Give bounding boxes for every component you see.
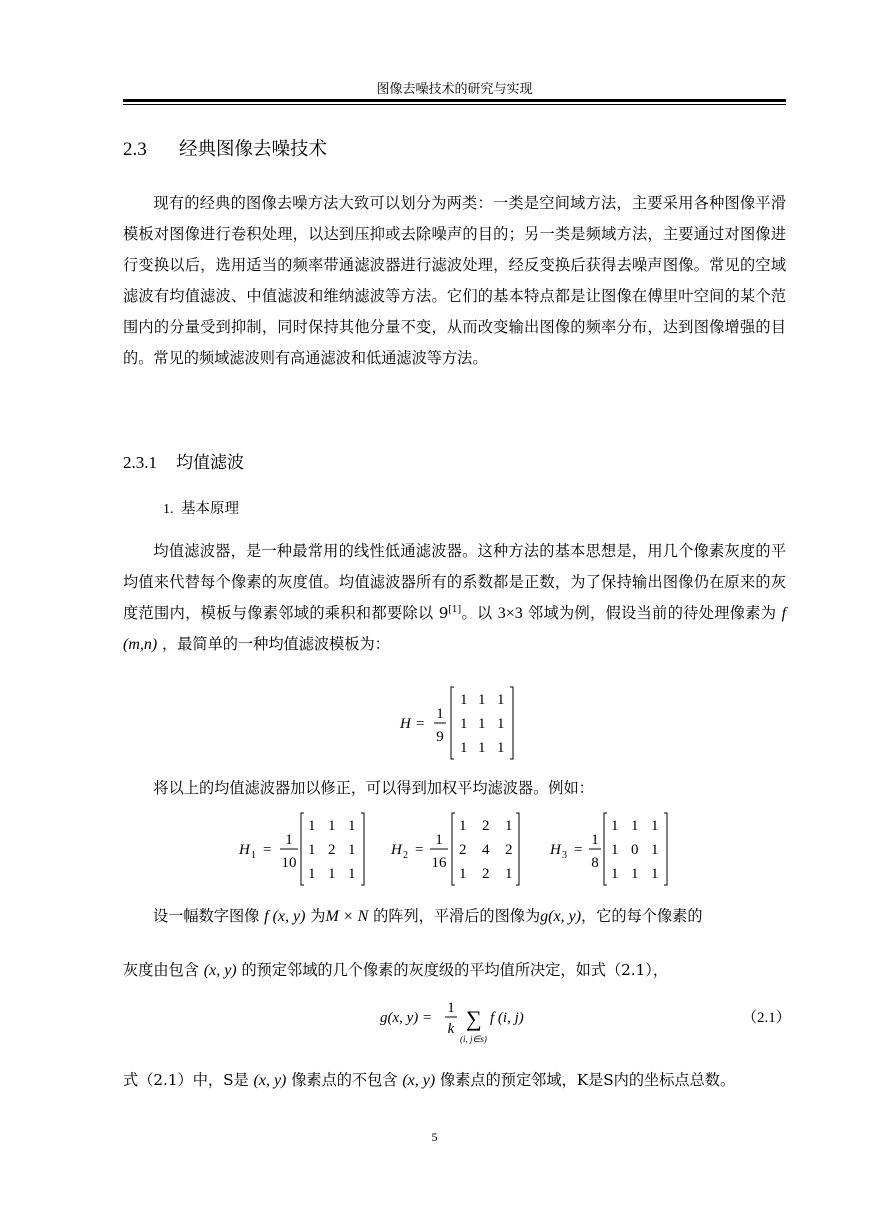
image-definition-line-1 xyxy=(153,906,703,927)
subsection-number: 2.3.1 xyxy=(123,453,157,472)
paragraph-text: 均值滤波器，是一种最常用的线性低通滤波器。这种方法的基本思想是，用几个像素灰度的平均值来代替每个像素的灰度值。均值滤波器所有的系数都是正数，为了保持输出图像仍在原来的灰度范围内，模板与像素邻域的乘积和都要除以 9 xyxy=(123,542,786,622)
matrix-cell: 1 xyxy=(348,842,356,858)
fraction-numerator: 1 xyxy=(285,832,293,848)
matrix-cell: 1 xyxy=(478,692,486,708)
fraction-denominator: 9 xyxy=(436,729,444,745)
matrix-subscript: 1 xyxy=(251,850,256,861)
image-size: M × N xyxy=(325,908,369,925)
matrix-cell: 1 xyxy=(308,818,316,834)
equals-sign: = xyxy=(263,842,272,858)
mean-filter-paragraph xyxy=(123,536,786,660)
matrix-cell: 1 xyxy=(328,818,336,834)
matrix-cell: 2 xyxy=(459,842,467,858)
subsubsection-heading xyxy=(163,497,239,518)
matrix-cell: 1 xyxy=(478,716,486,732)
weighted-matrices xyxy=(237,810,677,890)
fraction-denominator: 8 xyxy=(591,855,599,871)
equation-term: f (i, j) xyxy=(490,1010,524,1026)
matrix-cell: 4 xyxy=(482,842,490,858)
paragraph-text: 灰度由包含 xyxy=(123,961,199,979)
matrix-cell: 1 xyxy=(308,866,316,882)
paragraph-text: ，它的每个像素的 xyxy=(581,907,703,925)
matrix-cell: 1 xyxy=(651,842,659,858)
matrix-lhs: H xyxy=(239,842,250,858)
bracket-right xyxy=(361,813,364,885)
paragraph-text: 式（2.1）中，S是 xyxy=(123,1071,249,1089)
section-title: 经典图像去噪技术 xyxy=(179,139,328,160)
summation-symbol: ∑ xyxy=(466,1006,482,1031)
matrix-lhs: H xyxy=(550,842,561,858)
matrix-cell: 1 xyxy=(308,842,316,858)
matrix-cell: 1 xyxy=(651,866,659,882)
matrix-cell: 1 xyxy=(460,740,468,756)
bracket-right xyxy=(664,813,667,885)
equation-h-matrix xyxy=(398,684,538,764)
matrix-cell: 1 xyxy=(478,740,486,756)
equals-sign: = xyxy=(416,716,425,732)
equation-2-1 xyxy=(378,998,798,1048)
matrix-cell: 1 xyxy=(497,740,505,756)
smoothed-image-function: g(x, y) xyxy=(540,908,582,925)
coordinate: (x, y) xyxy=(253,1072,287,1089)
matrix-h3 xyxy=(549,813,667,885)
paragraph-text: 的预定邻域的几个像素的灰度级的平均值所决定，如式（2.1）， xyxy=(241,961,669,979)
fraction-numerator: 1 xyxy=(447,1000,455,1016)
intro-paragraph: 现有的经典的图像去噪方法大致可以划分为两类：一类是空间域方法，主要采用各种图像平滑模板对图像进行卷积处理，以达到压抑或去除噪声的目的；另一类是频域方法，主要通过对图像进行变换以后，选用适当的频率带通滤波器进行滤波处理，经反变换后获得去噪声图像。常见的空域滤波有均值滤波、中值滤波和维纳滤波等方法。它们的基本特点都是让图像在傅里叶空间的某个范围内的分量受到抑制，同时保持其他分量不变，从而改变输出图像的频率分布，达到图像增强的目的。常见的频域滤波则有高通滤波和低通滤波等方法。 xyxy=(123,194,786,367)
weighted-intro: 将以上的均值滤波器加以修正，可以得到加权平均滤波器。例如： xyxy=(153,779,594,797)
equals-sign: = xyxy=(415,842,424,858)
matrix-cell: 1 xyxy=(497,692,505,708)
equals-sign: = xyxy=(574,842,583,858)
matrix-h2 xyxy=(390,813,519,885)
subsection-heading xyxy=(123,448,244,473)
matrix-cell: 2 xyxy=(328,842,336,858)
fraction-numerator: 1 xyxy=(591,832,599,848)
pixel-function: f (m,n) xyxy=(123,605,787,653)
matrix-cell: 1 xyxy=(611,842,619,858)
matrix-cell: 1 xyxy=(651,818,659,834)
matrix-cell: 2 xyxy=(505,842,513,858)
equation-label: （2.1） xyxy=(742,1010,791,1026)
paragraph-text: 的阵列，平滑后的图像为 xyxy=(373,907,541,925)
image-definition-line-2 xyxy=(123,960,668,981)
matrix-cell: 1 xyxy=(505,818,513,834)
paragraph-text: 为 xyxy=(310,907,326,925)
fraction-denominator: 10 xyxy=(281,855,297,871)
matrix-lhs: H xyxy=(391,842,402,858)
section-heading xyxy=(123,135,327,161)
bracket-left xyxy=(452,813,455,885)
closing-line xyxy=(123,1070,735,1091)
matrix-subscript: 2 xyxy=(403,850,408,861)
fraction-denominator: k xyxy=(447,1021,455,1037)
matrix-cell: 1 xyxy=(459,866,467,882)
subsubsection-title: 基本原理 xyxy=(181,501,239,517)
matrix-cell: 1 xyxy=(631,818,639,834)
fraction-denominator: 16 xyxy=(431,855,447,871)
matrix-cell: 1 xyxy=(611,866,619,882)
matrix-cell: 1 xyxy=(459,818,467,834)
paragraph-text: ，最简单的一种均值滤波模板为： xyxy=(162,635,390,653)
subsubsection-number: 1. xyxy=(163,502,174,517)
paragraph-text: 设一幅数字图像 xyxy=(153,907,260,925)
matrix-cells xyxy=(460,692,505,756)
header-rule-thick xyxy=(123,99,786,102)
coordinate: (x, y) xyxy=(203,962,237,979)
neighborhood-size: 3×3 xyxy=(497,605,523,622)
matrix-h1 xyxy=(238,813,364,885)
matrix-cell: 2 xyxy=(482,866,490,882)
equation-lhs: g(x, y) = xyxy=(380,1010,433,1026)
matrix-lhs: H xyxy=(400,716,411,732)
paragraph-text: 。以 xyxy=(461,604,493,622)
citation-link[interactable]: [1] xyxy=(448,604,462,615)
paragraph-text: 像素点的预定邻域，K是S内的坐标点总数。 xyxy=(440,1071,736,1089)
matrix-cell: 1 xyxy=(505,866,513,882)
matrix-cell: 1 xyxy=(348,818,356,834)
matrix-cell: 1 xyxy=(631,866,639,882)
matrix-cell: 1 xyxy=(497,716,505,732)
paragraph-text: 邻域为例，假设当前的待处理像素为 xyxy=(527,604,777,622)
running-header: 图像去噪技术的研究与实现 xyxy=(376,82,533,97)
fraction-numerator: 1 xyxy=(435,832,443,848)
fraction-numerator: 1 xyxy=(436,706,444,722)
matrix-cell: 1 xyxy=(611,818,619,834)
bracket-left xyxy=(604,813,607,885)
coordinate: (x, y) xyxy=(402,1072,436,1089)
page-number: 5 xyxy=(431,1130,438,1144)
image-function: f (x, y) xyxy=(264,908,306,925)
matrix-cell: 1 xyxy=(328,866,336,882)
matrix-subscript: 3 xyxy=(562,850,567,861)
summation-subscript: (i, j∈s) xyxy=(460,1034,487,1044)
subsection-title: 均值滤波 xyxy=(176,453,244,473)
matrix-cell: 0 xyxy=(631,842,639,858)
section-number: 2.3 xyxy=(123,139,147,160)
bracket-right xyxy=(516,813,519,885)
matrix-cell: 1 xyxy=(348,866,356,882)
header-rule-thin xyxy=(123,104,786,105)
matrix-cell: 1 xyxy=(460,716,468,732)
bracket-right xyxy=(510,687,513,759)
bracket-left xyxy=(301,813,304,885)
paragraph-text: 像素点的不包含 xyxy=(291,1071,398,1089)
matrix-cell: 2 xyxy=(482,818,490,834)
matrix-cell: 1 xyxy=(460,692,468,708)
bracket-left xyxy=(451,687,454,759)
